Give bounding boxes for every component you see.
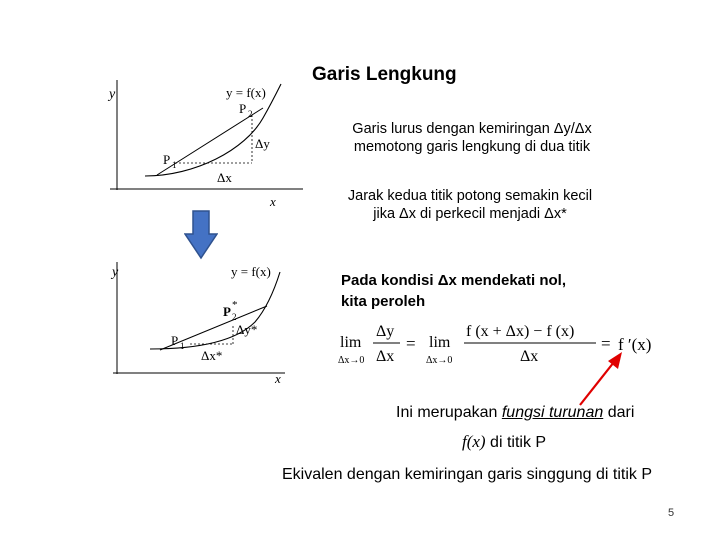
derivative-note-suffix: dari [603, 404, 635, 421]
function-symbol: f(x) [462, 432, 486, 451]
secant-description [322, 120, 622, 156]
y-axis-label: y [109, 87, 116, 102]
delta-y-label: Δy* [236, 322, 258, 337]
x-axis-label: x [275, 371, 281, 386]
delta-y-label: Δy [255, 136, 270, 151]
point-p2-label: P [223, 304, 231, 319]
point-p1-sub: 1 [172, 160, 177, 170]
at-point-note [462, 432, 546, 452]
graph-secant-shrunk [105, 258, 305, 388]
point-p1-label: P [171, 333, 179, 348]
frac2-denominator: Δx [520, 348, 539, 365]
shrink-description [320, 187, 620, 223]
slide-title: Garis Lengkung [312, 64, 457, 85]
pointer-arrow-icon [570, 350, 630, 410]
limit-line-2: kita peroleh [341, 293, 426, 310]
graph-secant [105, 78, 305, 218]
derivative-result: f ′(x) [618, 335, 652, 354]
limit-line-1: Pada kondisi Δx mendekati nol, [341, 272, 567, 289]
derivative-note-prefix: Ini merupakan [396, 404, 502, 421]
curve [150, 272, 280, 349]
function-label: y = f(x) [231, 264, 271, 279]
point-p2-star: * [232, 299, 238, 311]
point-p2-sub: 2 [248, 109, 253, 119]
delta-x-label: Δx* [201, 348, 223, 363]
secant-line-1: Garis lurus dengan kemiringan Δy/Δx [352, 121, 592, 137]
shrink-line-2: jika Δx di perkecil menjadi Δx* [373, 206, 567, 222]
delta-x-label: Δx [217, 170, 232, 185]
derivative-note-term: fungsi turunan [501, 404, 604, 421]
limit-description [341, 270, 566, 312]
point-p2-label: P [239, 101, 247, 116]
down-arrow-icon [184, 210, 218, 260]
frac2-numerator: f (x + Δx) − f (x) [466, 323, 575, 340]
x-axis-label: x [270, 194, 276, 209]
frac1-numerator: Δy [376, 323, 395, 340]
slide-number: 5 [668, 507, 675, 519]
equals-1: = [406, 334, 416, 353]
y-axis-label: y [112, 265, 119, 280]
tangent-note: Ekivalen dengan kemiringan garis singgung di titik P [282, 466, 652, 483]
lim-1-subscript: Δx→0 [338, 355, 365, 366]
equals-2: = [601, 334, 611, 353]
point-p1-sub: 1 [180, 341, 185, 351]
point-p2-sub: 2 [232, 312, 237, 322]
lim-1: lim [340, 334, 362, 351]
secant-line-2: memotong garis lengkung di dua titik [353, 139, 591, 155]
at-point-text: di titik P [485, 434, 547, 451]
point-p1-label: P [163, 152, 171, 167]
lim-2: lim [429, 334, 451, 351]
frac1-denominator: Δx [376, 348, 395, 365]
derivative-note [396, 404, 634, 422]
shrink-line-1: Jarak kedua titik potong semakin kecil [347, 188, 593, 204]
lim-2-subscript: Δx→0 [426, 355, 453, 366]
function-label: y = f(x) [226, 85, 266, 100]
